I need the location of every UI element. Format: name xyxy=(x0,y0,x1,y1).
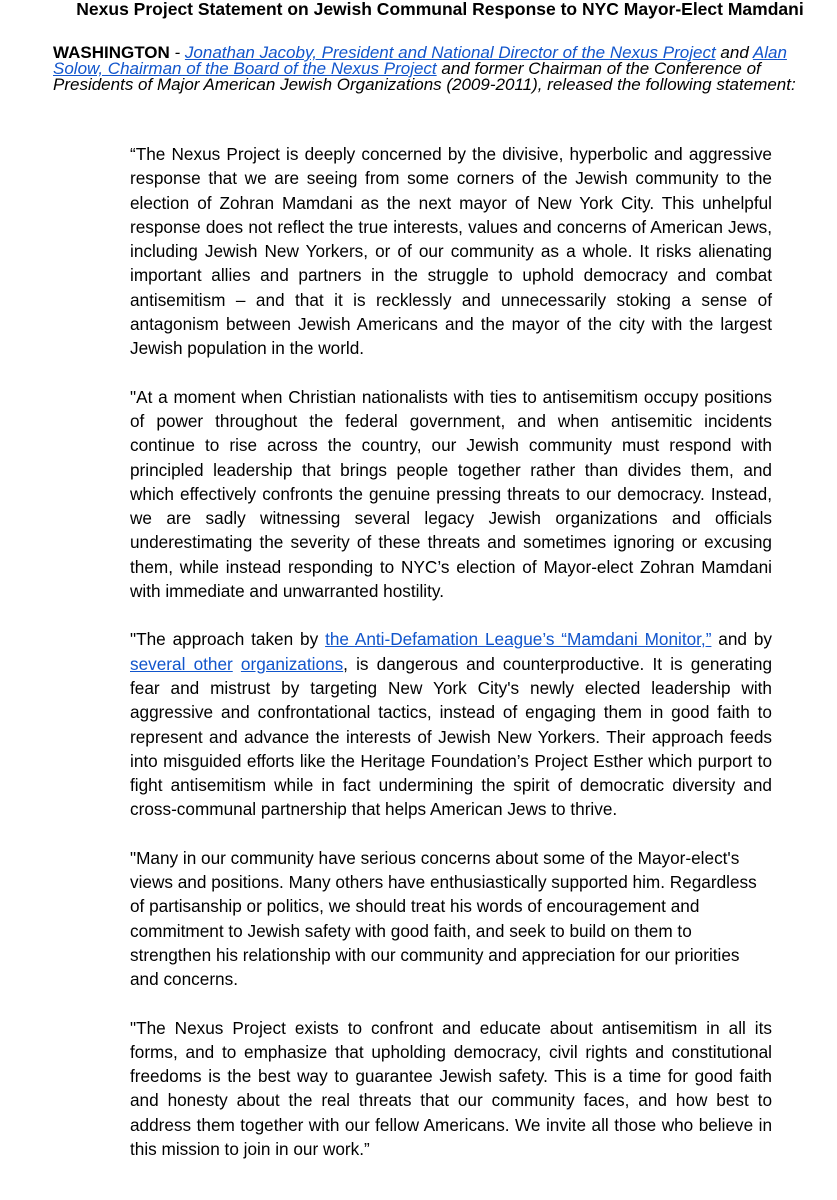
dateline-separator: - xyxy=(169,43,185,62)
intro-tail: and former Chairman of the Conference of Presidents of Major American Jewish Organizations (2009-2011), released the following statement: xyxy=(53,59,796,94)
jacoby-link[interactable]: Jonathan Jacoby, President and National Director of the Nexus Project xyxy=(184,43,716,62)
statement-paragraph-4: "Many in our community have serious concerns about some of the Mayor-elect's views and positions. Many others have enthusiastically supported him. Regardless of partisanship or politics, we should treat his words of encouragement and commitment to Jewish safety with good faith, and seek to build on them to strengthen his relationship with our community and appreciation for our priorities and concerns. xyxy=(130,847,757,990)
document-title: Nexus Project Statement on Jewish Communal Response to NYC Mayor-Elect Mamdani xyxy=(76,0,804,19)
organizations-link[interactable]: organizations xyxy=(240,653,344,674)
solow-link[interactable]: Alan Solow, Chairman of the Board of the Nexus Project xyxy=(53,43,787,78)
adl-mamdani-monitor-link[interactable]: the Anti-Defamation League’s “Mamdani Monitor,” xyxy=(325,629,712,650)
statement-body xyxy=(130,142,772,1185)
statement-paragraph-3 xyxy=(130,627,772,821)
intro-paragraph xyxy=(53,45,798,93)
statement-paragraph-5: "The Nexus Project exists to confront and educate about antisemitism in all its forms, and to emphasize that upholding democracy, civil rights and constitutional freedoms is the best way to guarantee Jewish safety. This is a time for good faith and honesty about the real threats that our community faces, and how best to address them together with our fellow Americans. We invite all those who believe in this mission to join in our work.” xyxy=(130,1017,772,1159)
intro-connector: and xyxy=(715,43,753,62)
statement-paragraph-1: “The Nexus Project is deeply concerned by the divisive, hyperbolic and aggressive response that we are seeing from some corners of the Jewish community to the election of Zohran Mamdani as the next mayor of New York City. This unhelpful response does not reflect the true interests, values and concerns of American Jews, including Jewish New Yorkers, or of our community as a whole. It risks alienating important allies and partners in the struggle to uphold democracy and combat antisemitism – and that it is recklessly and unnecessarily stoking a sense of antagonism between Jewish Americans and the mayor of the city with the largest Jewish population in the world. xyxy=(130,144,772,359)
several-other-link[interactable]: several other xyxy=(130,653,233,674)
p3-rest: , is dangerous and counterproductive. It is generating fear and mistrust by targeting New York City's newly elected leadership with aggressive and confrontational tactics, instead of engaging them in good faith to represent and advance the interests of Jewish New Yorkers. Their approach feeds into misguided efforts like the Heritage Foundation’s Project Esther which purport to fight antisemitism while in fact undermining the spirit of democratic diversity and cross-communal partnership that helps American Jews to thrive. xyxy=(130,653,772,820)
statement-paragraph-2: "At a moment when Christian nationalists with ties to antisemitism occupy positions of power throughout the federal government, and when antisemitic incidents continue to rise across the country, our Jewish community must respond with principled leadership that brings people together rather than divides them, and which effectively confronts the genuine pressing threats to our democracy. Instead, we are sadly witnessing several legacy Jewish organizations and officials underestimating the severity of these threats and sometimes ignoring or excusing them, while instead responding to NYC’s election of Mayor-elect Zohran Mamdani with immediate and unwarranted hostility. xyxy=(130,386,772,602)
p3-lead: "The approach taken by xyxy=(130,629,326,650)
p3-mid-1: and by xyxy=(711,629,772,650)
p3-mid-2 xyxy=(233,654,241,674)
dateline: WASHINGTON xyxy=(53,43,170,62)
